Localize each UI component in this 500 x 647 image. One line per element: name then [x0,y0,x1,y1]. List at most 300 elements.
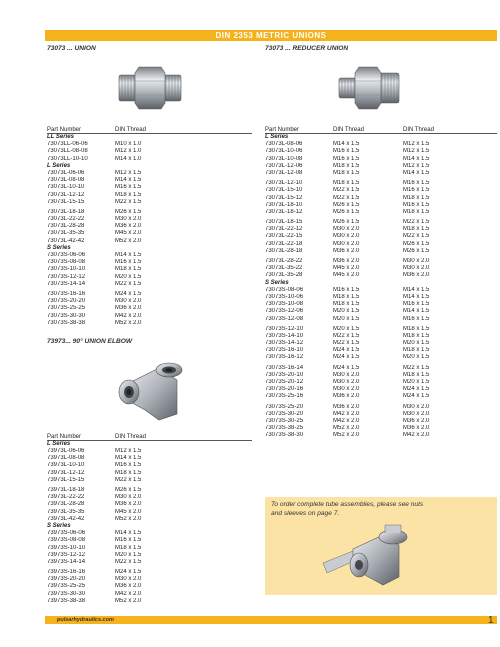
din-thread: M18 x 1.5 [333,293,360,300]
table-row [47,192,252,199]
table-row [265,148,497,155]
table-row [265,340,497,347]
din-thread-secondary: M30 x 2.0 [403,265,430,272]
din-thread: M52 x 2.0 [115,319,142,326]
din-thread: M36 x 2.0 [115,583,142,590]
table-row [47,177,252,184]
page-header-title: DIN 2353 METRIC UNIONS [215,31,327,40]
table-row [265,386,497,393]
table-row [47,209,252,216]
din-thread: M14 x 1.5 [115,530,142,537]
din-thread: M45 x 2.0 [115,508,142,515]
din-thread-secondary: M30 x 2.0 [403,403,430,410]
din-thread: M26 x 1.5 [333,201,360,208]
din-thread-secondary: M14 x 1.5 [403,155,430,162]
table-row [47,477,252,484]
series-heading: S Series [265,279,289,286]
table-row [265,393,497,400]
part-number: 73073L-18-10 [265,201,303,208]
part-number: 73073S-12-06 [265,308,304,315]
part-number: 73973L-28-28 [47,501,85,508]
din-thread-secondary: M12 x 1.5 [403,141,430,148]
table-row [47,559,252,566]
part-number: 73973L-35-35 [47,508,85,515]
din-thread: M12 x 1.5 [115,448,142,455]
elbow-col-din-thread: DIN Thread [115,433,146,440]
table-row [47,291,252,298]
part-number: 73073LL-10-10 [47,155,88,162]
tube-assembly-image [313,523,423,593]
part-number: 73973S-38-38 [47,597,86,604]
union-col-din-thread: DIN Thread [115,127,146,133]
part-number: 73073S-20-16 [265,386,304,393]
part-number: 73073S-14-10 [265,332,304,339]
din-thread: M14 x 1.5 [115,455,142,462]
part-number: 73073L-08-08 [47,177,85,184]
table-row [47,274,252,281]
part-number: 73073L-10-06 [265,148,303,155]
reducer-col-din-thread-1: DIN Thread [333,127,364,133]
table-row [265,301,497,308]
din-thread: M18 x 1.5 [333,180,360,187]
din-thread: M22 x 1.5 [115,198,142,205]
din-thread-secondary: M30 x 2.0 [403,258,430,264]
table-row [265,195,497,202]
table-row [265,156,497,163]
part-number: 73973L-22-22 [47,494,85,501]
din-thread: M22 x 1.5 [333,187,360,194]
elbow-section-title: 73973... 90° UNION ELBOW [47,337,133,345]
din-thread: M30 x 2.0 [333,371,360,378]
din-thread-secondary: M14 x 1.5 [403,286,430,293]
din-thread: M45 x 2.0 [333,265,360,272]
union-fitting-image [117,59,183,117]
part-number: 73073L-22-22 [47,216,85,223]
din-thread: M18 x 1.5 [115,266,142,273]
part-number: 73073L-22-15 [265,233,303,240]
part-number: 73073S-38-38 [47,319,86,326]
din-thread-secondary: M42 x 2.0 [403,432,430,439]
part-number: 73073S-20-10 [265,371,304,378]
table-row [47,552,252,559]
reducer-table-header [265,126,497,134]
table-row [47,216,252,223]
table-row [265,163,497,170]
table-row [265,418,497,425]
din-thread: M24 x 1.5 [115,290,142,297]
table-row [265,379,497,386]
table-row [47,591,252,598]
din-thread-secondary: M14 x 1.5 [403,293,430,300]
part-number: 73973S-10-10 [47,544,86,551]
din-thread: M22 x 1.5 [115,558,142,565]
table-row [265,372,497,379]
din-thread: M26 x 1.5 [333,219,360,226]
din-thread: M30 x 2.0 [115,494,142,501]
part-number: 73973L-12-12 [47,469,85,476]
callout-text: To order complete tube assemblies, please see nuts and sleeves on page 7. [271,501,424,517]
din-thread-secondary: M18 x 1.5 [403,325,430,332]
left-column [47,44,252,605]
table-row [47,509,252,516]
din-thread-secondary: M18 x 1.5 [403,194,430,201]
table-row [265,316,497,323]
part-number: 73073L-10-10 [47,184,85,191]
din-thread-secondary: M16 x 1.5 [403,180,430,187]
din-thread: M26 x 1.5 [115,208,142,215]
table-row [265,347,497,354]
table-row [47,148,252,155]
reducer-col-din-thread-2: DIN Thread [403,127,434,133]
din-thread-secondary: M22 x 1.5 [403,219,430,226]
table-row [47,530,252,537]
part-number: 73073S-20-12 [265,379,304,385]
table-row [265,233,497,240]
part-number: 73073S-16-16 [47,290,86,297]
part-number: 73073L-28-18 [265,247,303,254]
din-thread: M18 x 1.5 [115,544,142,551]
reducer-section-title: 73073 ... REDUCER UNION [265,45,349,52]
din-thread: M22 x 1.5 [333,332,360,339]
page-number: 1 [488,615,494,626]
din-thread-secondary: M20 x 1.5 [403,379,430,385]
din-thread: M52 x 2.0 [115,515,142,522]
table-row [47,266,252,273]
table-row [47,462,252,469]
part-number: 73073S-16-12 [265,354,304,361]
din-thread: M22 x 1.5 [333,340,360,347]
din-thread: M30 x 2.0 [333,379,360,385]
part-number: 73973S-06-06 [47,530,86,537]
din-thread: M52 x 2.0 [333,425,360,432]
table-row [47,487,252,494]
din-thread: M18 x 1.5 [333,162,360,169]
series-heading: L Series [47,162,71,169]
table-row [47,305,252,312]
din-thread: M18 x 1.5 [115,469,142,476]
table-row [47,545,252,552]
din-thread: M36 x 2.0 [115,305,142,312]
part-number: 73973S-20-20 [47,576,86,583]
din-thread-secondary: M18 x 1.5 [403,208,430,215]
din-thread: M30 x 2.0 [115,576,142,583]
table-row [265,432,497,439]
elbow-table-header [47,433,252,441]
table-row [47,598,252,605]
part-number: 73973S-08-08 [47,537,86,544]
part-number: 73073S-10-06 [265,293,304,300]
table-row [47,199,252,206]
table-row [47,313,252,320]
table-row [265,248,497,255]
part-number: 73973S-16-16 [47,569,86,576]
din-thread: M14 x 1.5 [333,141,360,148]
table-row [47,501,252,508]
table-row [47,448,252,455]
part-number: 73073S-25-20 [265,403,304,410]
din-thread: M36 x 2.0 [333,403,360,410]
table-row [265,326,497,333]
part-number: 73073S-25-16 [265,393,304,400]
table-row [265,333,497,340]
din-thread-secondary: M18 x 1.5 [403,347,430,354]
part-number: 73073S-25-25 [47,305,86,312]
din-thread: M18 x 1.5 [115,191,142,198]
footer-website-link[interactable]: pulsarhydraulics.com [57,617,114,623]
din-thread: M20 x 1.5 [115,551,142,558]
table-row [47,259,252,266]
tube-assembly-callout [265,497,497,595]
din-thread: M30 x 2.0 [333,386,360,393]
din-thread-secondary: M20 x 1.5 [403,340,430,347]
din-thread-secondary: M36 x 2.0 [403,272,430,279]
table-row [265,265,497,272]
part-number: 73073S-08-08 [47,259,86,266]
din-thread: M16 x 1.5 [333,155,360,162]
din-thread: M42 x 2.0 [115,590,142,597]
part-number: 73073L-28-28 [47,223,85,230]
part-number: 73073L-35-28 [265,272,303,279]
din-thread: M52 x 2.0 [115,237,142,244]
din-thread-secondary: M12 x 1.5 [403,162,430,169]
din-thread: M45 x 2.0 [333,272,360,279]
table-row [47,281,252,288]
table-row [265,202,497,209]
part-number: 73073S-16-10 [265,347,304,354]
din-thread: M36 x 2.0 [115,501,142,508]
part-number: 73073L-12-08 [265,169,303,176]
din-thread: M52 x 2.0 [333,432,360,439]
part-number: 73073L-35-35 [47,230,85,237]
din-thread: M45 x 2.0 [115,230,142,237]
part-number: 73073L-12-06 [265,162,303,169]
din-thread-secondary: M24 x 1.5 [403,386,430,393]
din-thread: M18 x 1.5 [333,301,360,308]
din-thread: M36 x 2.0 [333,247,360,254]
din-thread: M26 x 1.5 [115,487,142,493]
part-number: 73073L-18-15 [265,219,303,226]
part-number: 73073S-38-25 [265,425,304,432]
union-table-header [47,126,252,134]
din-thread-secondary: M16 x 1.5 [403,187,430,194]
part-number: 73073L-15-12 [265,194,303,201]
din-thread: M20 x 1.5 [333,315,360,322]
din-thread: M12 x 1.0 [115,148,142,155]
table-row [47,141,252,148]
table-row [265,365,497,372]
din-thread: M30 x 2.0 [333,226,360,233]
table-row [265,180,497,187]
part-number: 73973L-06-06 [47,448,85,455]
din-thread: M42 x 2.0 [333,417,360,424]
part-number: 73073S-12-12 [47,273,86,280]
part-number: 73073S-10-08 [265,301,304,308]
part-number: 73073S-08-06 [265,286,304,293]
elbow-fitting-image [107,354,197,424]
din-thread-secondary: M26 x 1.5 [403,247,430,254]
part-number: 73073L-10-08 [265,155,303,162]
table-row [47,238,252,245]
table-row [47,252,252,259]
din-thread: M42 x 2.0 [115,312,142,319]
table-row [265,354,497,361]
part-number: 73073L-12-12 [47,191,85,198]
din-thread: M24 x 1.5 [115,569,142,576]
reducer-col-part-number: Part Number [265,127,300,133]
din-thread: M20 x 1.5 [115,273,142,280]
part-number: 73973S-30-30 [47,590,86,597]
series-heading: S Series [47,244,71,251]
part-number: 73073L-35-22 [265,265,303,272]
table-row [47,569,252,576]
din-thread-secondary: M24 x 1.5 [403,393,430,400]
din-thread: M30 x 2.0 [115,216,142,223]
table-row [47,516,252,523]
table-row [47,320,252,327]
union-table-body [47,134,252,327]
din-thread: M16 x 1.5 [333,286,360,293]
elbow-table-body [47,441,252,605]
part-number: 73073L-42-42 [47,237,85,244]
table-row [265,170,497,177]
part-number: 73973S-12-12 [47,551,86,558]
din-thread-secondary: M16 x 1.5 [403,201,430,208]
part-number: 73073S-38-30 [265,432,304,439]
series-heading: S Series [47,522,71,529]
din-thread: M20 x 1.5 [333,325,360,332]
part-number: 73073L-18-12 [265,208,303,215]
din-thread: M16 x 1.5 [115,462,142,469]
table-row [47,230,252,237]
din-thread-secondary: M36 x 2.0 [403,417,430,424]
din-thread: M22 x 1.5 [333,194,360,201]
table-row [47,470,252,477]
din-thread: M26 x 1.5 [333,208,360,215]
din-thread-secondary: M14 x 1.5 [403,169,430,176]
table-row [265,308,497,315]
table-row [47,494,252,501]
table-row [265,425,497,432]
din-thread-secondary: M36 x 2.0 [403,425,430,432]
table-row [47,455,252,462]
part-number: 73973S-14-14 [47,558,86,565]
part-number: 73973L-42-42 [47,515,85,522]
din-thread: M16 x 1.5 [115,537,142,544]
din-thread-secondary: M18 x 1.5 [403,226,430,233]
right-column [265,44,497,440]
part-number: 73073L-06-06 [47,169,85,176]
table-row [265,226,497,233]
din-thread-secondary: M18 x 1.5 [403,332,430,339]
table-row [265,241,497,248]
din-thread: M14 x 1.0 [115,155,142,162]
table-row [265,287,497,294]
din-thread: M30 x 2.0 [333,240,360,247]
din-thread: M22 x 1.5 [115,476,142,483]
part-number: 73073S-30-30 [47,312,86,319]
table-row [265,258,497,265]
series-heading: L Series [47,440,71,447]
part-number: 73073L-28-22 [265,258,303,264]
din-thread: M30 x 2.0 [115,298,142,305]
part-number: 73073S-12-08 [265,315,304,322]
din-thread: M42 x 2.0 [333,410,360,417]
table-row [265,209,497,216]
elbow-col-part-number: Part Number [47,433,82,440]
din-thread-secondary: M22 x 1.5 [403,233,430,240]
din-thread: M16 x 1.5 [333,148,360,155]
din-thread: M30 x 2.0 [333,233,360,240]
din-thread-secondary: M14 x 1.5 [403,308,430,315]
din-thread: M24 x 1.5 [333,347,360,354]
din-thread: M36 x 2.0 [115,223,142,230]
reducer-fitting-image [335,59,401,117]
table-row [265,187,497,194]
union-section-title: 73073 ... UNION [47,45,96,52]
page-footer-bar [45,616,497,624]
table-row [47,583,252,590]
part-number: 73073S-14-14 [47,280,86,287]
part-number: 73073L-22-18 [265,240,303,247]
din-thread: M22 x 1.5 [115,280,142,287]
din-thread-secondary: M18 x 1.5 [403,371,430,378]
table-row [265,294,497,301]
din-thread: M14 x 1.5 [115,252,142,258]
table-row [47,223,252,230]
table-row [47,537,252,544]
din-thread: M12 x 1.5 [115,169,142,176]
part-number: 73073L-22-12 [265,226,303,233]
din-thread-secondary: M20 x 1.5 [403,354,430,361]
part-number: 73973L-08-08 [47,455,85,462]
reducer-table-body [265,134,497,440]
table-row [265,404,497,411]
series-heading: LL Series [47,134,74,140]
table-row [47,184,252,191]
table-row [265,219,497,226]
table-row [265,141,497,148]
din-thread: M14 x 1.5 [115,177,142,184]
din-thread-secondary: M16 x 1.5 [403,301,430,308]
din-thread: M16 x 1.5 [115,259,142,266]
part-number: 73973S-25-25 [47,583,86,590]
din-thread: M36 x 2.0 [333,258,360,264]
table-row [265,272,497,279]
din-thread: M24 x 1.5 [333,364,360,371]
series-heading: L Series [265,134,289,140]
part-number: 73073L-08-06 [265,141,303,148]
table-row [47,156,252,163]
din-thread: M16 x 1.5 [115,184,142,191]
din-thread-secondary: M12 x 1.5 [403,148,430,155]
din-thread-secondary: M30 x 2.0 [403,410,430,417]
part-number: 73073L-18-18 [47,208,85,215]
part-number: 73073S-10-10 [47,266,86,273]
din-thread-secondary: M26 x 1.5 [403,240,430,247]
table-row [47,170,252,177]
union-col-part-number: Part Number [47,127,82,133]
part-number: 73073LL-08-08 [47,148,88,155]
part-number: 73073S-06-06 [47,252,86,258]
din-thread: M36 x 2.0 [333,393,360,400]
page-header-bar [45,30,497,41]
part-number: 73973L-18-18 [47,487,85,493]
part-number: 73073S-30-25 [265,417,304,424]
part-number: 73973L-10-10 [47,462,85,469]
table-row [47,576,252,583]
part-number: 73073S-30-20 [265,410,304,417]
part-number: 73973L-15-15 [47,476,85,483]
